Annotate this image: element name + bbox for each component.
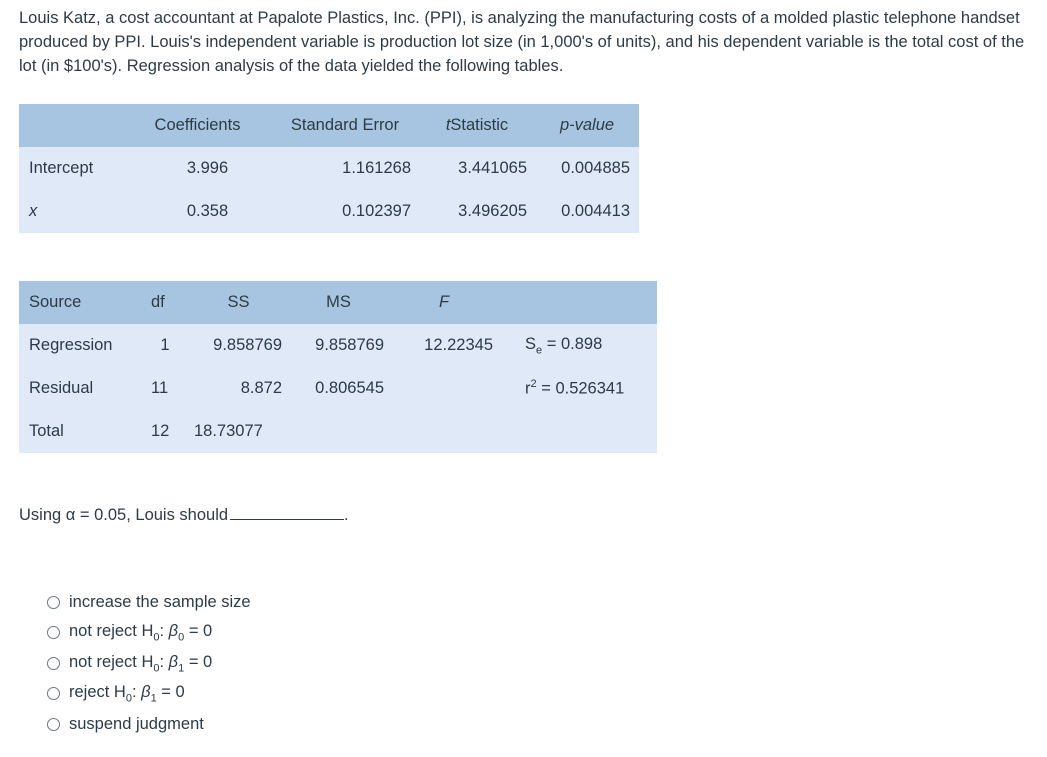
question-text: Using α = 0.05, Louis should [19, 506, 229, 524]
coefficient-cell: 0.358 [186, 202, 229, 220]
table-row [19, 147, 639, 190]
option-label [69, 683, 185, 704]
header-ms: MS [326, 293, 351, 311]
table-row [19, 367, 657, 410]
header-f: F [438, 293, 450, 311]
header-t-statistic [419, 104, 535, 147]
radio-button[interactable] [47, 626, 60, 639]
answer-blank [230, 503, 344, 520]
coefficients-table [19, 104, 639, 233]
question-end: . [344, 506, 349, 524]
option-not-reject-beta1[interactable] [47, 648, 251, 679]
beta-symbol: β [168, 622, 179, 641]
option-label [69, 622, 212, 643]
option-label: increase the sample size [69, 592, 251, 611]
t-statistic-cell: 3.496205 [458, 202, 527, 220]
df-cell: 1 [160, 336, 170, 354]
option-not-reject-beta0[interactable] [47, 618, 251, 649]
df-cell: 11 [151, 379, 169, 397]
ms-cell: 0.806545 [315, 379, 384, 397]
t-symbol: t [445, 116, 451, 134]
header-p-value: p-value [559, 116, 615, 134]
ss-cell: 18.73077 [194, 422, 263, 440]
statistic-word: Statistic [450, 116, 509, 134]
radio-button[interactable] [47, 687, 60, 700]
option-text-pre: reject H [69, 683, 126, 702]
coefficients-header-row [19, 104, 639, 147]
empty-cell [499, 410, 657, 453]
header-coefficients: Coefficients [154, 116, 241, 134]
f-cell: 12.22345 [424, 336, 493, 354]
table-row [19, 324, 657, 367]
r-squared-value: = 0.526341 [541, 379, 625, 398]
ms-cell [288, 410, 389, 453]
colon: : [131, 683, 142, 702]
header-blank [19, 104, 124, 147]
beta-subscript: 1 [150, 692, 157, 705]
beta-subscript: 1 [178, 661, 185, 674]
option-label [69, 653, 212, 674]
ss-cell: 9.858769 [213, 336, 282, 354]
header-df: df [151, 293, 165, 311]
f-cell [389, 410, 499, 453]
intro-paragraph: Louis Katz, a cost accountant at Papalote Plastics, Inc. (PPI), is analyzing the manufacturing costs of a molded plastic telephone handset produced by PPI. Louis's independent variable is production lot size (in 1,000's of units), and his dependent variable is the total cost of the lot (in $100's). Regression analysis of the data yielded the following tables. [19, 9, 1025, 75]
t-statistic-cell: 3.441065 [458, 159, 527, 177]
colon: : [159, 622, 169, 641]
h-subscript: 0 [153, 661, 160, 674]
header-ss: SS [227, 293, 250, 311]
colon: : [159, 652, 169, 671]
f-cell [389, 367, 499, 410]
header-blank [499, 281, 657, 324]
standard-error-of-estimate [499, 324, 657, 367]
se-subscript: e [536, 344, 543, 357]
p-value-cell: 0.004413 [561, 202, 630, 220]
h-subscript: 0 [125, 692, 132, 705]
table-row [19, 190, 639, 233]
row-label: x [29, 202, 38, 220]
ss-cell: 8.872 [240, 379, 282, 397]
beta-subscript: 0 [178, 631, 185, 644]
beta-symbol: β [141, 683, 151, 702]
option-text-post: = 0 [184, 652, 213, 671]
r-squared [499, 367, 657, 410]
se-value: = 0.898 [546, 334, 603, 353]
answer-options [47, 587, 251, 740]
option-increase-sample-size[interactable] [47, 587, 251, 618]
df-cell: 12 [151, 422, 170, 440]
question-prompt [19, 503, 349, 527]
option-text-post: = 0 [156, 683, 185, 702]
option-suspend-judgment[interactable] [47, 709, 251, 740]
source-cell: Regression [29, 336, 113, 354]
radio-button[interactable] [47, 596, 60, 609]
r-superscript: 2 [530, 378, 537, 391]
row-label: Intercept [29, 159, 94, 177]
radio-button[interactable] [47, 718, 60, 731]
option-reject-beta1[interactable] [47, 679, 251, 710]
p-value-cell: 0.004885 [561, 159, 630, 177]
coefficient-cell: 3.996 [186, 159, 229, 177]
ms-cell: 9.858769 [315, 336, 384, 354]
source-cell: Total [29, 422, 64, 440]
anova-header-row [19, 281, 657, 324]
option-label: suspend judgment [69, 714, 204, 733]
standard-error-cell: 1.161268 [342, 159, 411, 177]
beta-symbol: β [168, 652, 179, 671]
anova-table [19, 281, 657, 453]
header-source: Source [29, 293, 82, 311]
r-symbol: r [525, 379, 531, 398]
radio-button[interactable] [47, 657, 60, 670]
h-subscript: 0 [153, 631, 160, 644]
header-standard-error: Standard Error [290, 116, 400, 134]
option-text-pre: not reject H [69, 652, 154, 671]
standard-error-cell: 0.102397 [342, 202, 411, 220]
source-cell: Residual [29, 379, 94, 397]
table-row [19, 410, 657, 453]
option-text-post: = 0 [184, 622, 213, 641]
option-text-pre: not reject H [69, 622, 154, 641]
se-symbol: S [525, 334, 537, 353]
